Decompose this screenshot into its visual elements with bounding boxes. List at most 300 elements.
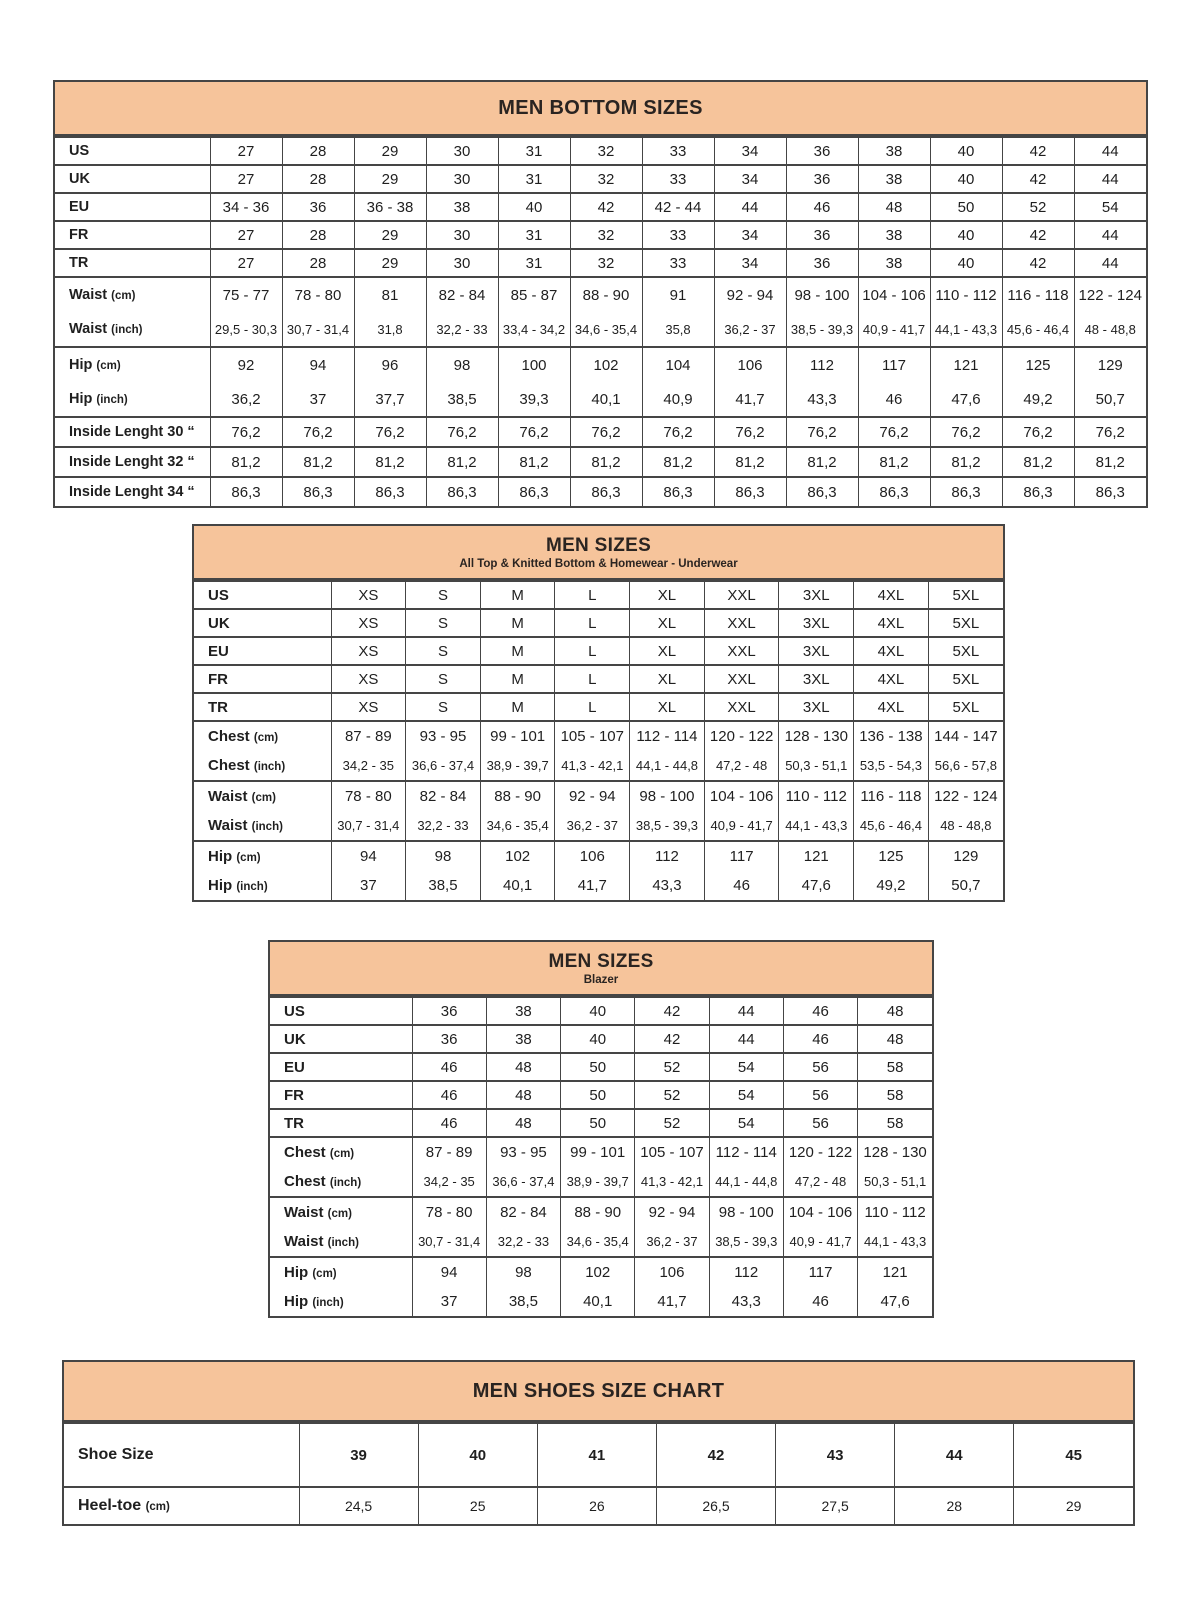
table-cell: 38,5 <box>426 382 498 417</box>
table-cell: XS <box>331 609 406 637</box>
table-cell: 29 <box>354 165 426 193</box>
table-cell: 44,1 - 43,3 <box>858 1227 932 1257</box>
table-cell: 88 - 90 <box>570 277 642 312</box>
table-cell: 81,2 <box>1074 447 1146 477</box>
table-cell: 38 <box>486 997 560 1025</box>
table-cell: 37 <box>412 1287 486 1316</box>
table-cell: 37,7 <box>354 382 426 417</box>
table-cell: 43,3 <box>709 1287 783 1316</box>
row-label: Hip <box>284 1293 309 1310</box>
row-label-cell <box>55 249 210 277</box>
table-cell: 36 <box>412 997 486 1025</box>
table-cell: XXL <box>704 609 779 637</box>
table-header <box>64 1362 1133 1422</box>
table-cell: 38,5 <box>486 1287 560 1316</box>
table-cell: 112 - 114 <box>630 721 705 751</box>
table-cell: 46 <box>783 997 857 1025</box>
table-cell: XL <box>630 693 705 721</box>
table-cell: 33 <box>642 221 714 249</box>
table-cell: 36,6 - 37,4 <box>486 1167 560 1197</box>
table-cell: 39 <box>299 1423 418 1487</box>
row-label-cell <box>194 811 331 841</box>
table-cell: 76,2 <box>786 417 858 447</box>
row-label: UK <box>69 171 90 187</box>
table-cell: M <box>480 693 555 721</box>
table-cell: 82 - 84 <box>426 277 498 312</box>
row-label: FR <box>69 227 89 243</box>
row-label: EU <box>69 199 90 215</box>
table-row <box>64 1487 1133 1524</box>
table-cell: 34 <box>714 165 786 193</box>
table-cell: 58 <box>858 1081 932 1109</box>
row-label: US <box>69 143 90 159</box>
table-cell: 32 <box>570 137 642 165</box>
table-cell: 48 <box>858 997 932 1025</box>
table-cell: 45,6 - 46,4 <box>1002 312 1074 347</box>
table-row <box>270 1137 932 1167</box>
table-cell: 52 <box>635 1081 709 1109</box>
table-cell: 40,1 <box>561 1287 635 1316</box>
table-row <box>270 1109 932 1137</box>
table-cell: 36 <box>282 193 354 221</box>
row-label-unit: (cm) <box>236 852 261 864</box>
table-cell: 76,2 <box>426 417 498 447</box>
row-label: Chest <box>208 728 250 745</box>
table-cell: 122 - 124 <box>928 781 1003 811</box>
table-cell: 27 <box>210 165 282 193</box>
table-cell: 48 - 48,8 <box>1074 312 1146 347</box>
table-cell: S <box>406 581 481 609</box>
row-label: Hip <box>208 848 233 865</box>
table-cell: 86,3 <box>210 477 282 506</box>
row-label-cell <box>55 221 210 249</box>
table-cell: 54 <box>709 1109 783 1137</box>
table-cell: 96 <box>354 347 426 382</box>
table-cell: 33 <box>642 137 714 165</box>
row-label-cell <box>55 447 210 477</box>
row-label: EU <box>284 1058 305 1076</box>
row-label: UK <box>208 614 230 632</box>
table-cell: XXL <box>704 665 779 693</box>
table-cell: 46 <box>786 193 858 221</box>
table-cell: 86,3 <box>1074 477 1146 506</box>
table-cell: S <box>406 637 481 665</box>
table-cell: 120 - 122 <box>783 1137 857 1167</box>
row-label-cell <box>194 581 331 609</box>
table-cell: 5XL <box>928 637 1003 665</box>
table-cell: 76,2 <box>714 417 786 447</box>
table-cell: 81,2 <box>858 447 930 477</box>
table-cell: 52 <box>1002 193 1074 221</box>
table-cell: 38,5 <box>406 871 481 900</box>
table-cell: 82 - 84 <box>486 1197 560 1227</box>
table-cell: 40 <box>561 1025 635 1053</box>
table-header <box>55 82 1146 136</box>
table-cell: 36 <box>786 165 858 193</box>
table-cell: 91 <box>642 277 714 312</box>
table-cell: M <box>480 637 555 665</box>
row-label-unit: (cm) <box>251 792 276 804</box>
table-cell: 88 - 90 <box>480 781 555 811</box>
table-cell: 32,2 - 33 <box>406 811 481 841</box>
table-cell: 50 <box>930 193 1002 221</box>
row-label-cell <box>194 781 331 811</box>
row-label: Waist <box>69 321 108 337</box>
table-cell: 112 <box>630 841 705 871</box>
table-header <box>194 526 1003 580</box>
table-cell: 38 <box>858 249 930 277</box>
size-grid <box>270 996 932 1316</box>
table-cell: 44 <box>709 997 783 1025</box>
row-label-cell <box>270 1137 412 1167</box>
table-cell: 44,1 - 44,8 <box>630 751 705 781</box>
table-cell: 40,9 <box>642 382 714 417</box>
table-row <box>270 1081 932 1109</box>
table-cell: 41,3 - 42,1 <box>555 751 630 781</box>
table-cell: 78 - 80 <box>282 277 354 312</box>
table-cell: XS <box>331 665 406 693</box>
table-cell: 32,2 - 33 <box>426 312 498 347</box>
row-label-cell <box>194 665 331 693</box>
table-cell: 81,2 <box>786 447 858 477</box>
table-cell: S <box>406 609 481 637</box>
table-cell: 5XL <box>928 665 1003 693</box>
row-label-unit: (inch) <box>329 1177 362 1189</box>
table-cell: 36 <box>412 1025 486 1053</box>
table-cell: XL <box>630 581 705 609</box>
table-row <box>194 721 1003 751</box>
table-cell: 81,2 <box>354 447 426 477</box>
table-cell: 94 <box>282 347 354 382</box>
table-cell: 41 <box>537 1423 656 1487</box>
table-cell: 4XL <box>854 581 929 609</box>
table-cell: 4XL <box>854 693 929 721</box>
table-cell: 3XL <box>779 665 854 693</box>
table-subtitle: All Top & Knitted Bottom & Homewear - Underwear <box>459 557 738 570</box>
table-cell: 42 <box>635 1025 709 1053</box>
row-label: FR <box>208 670 228 688</box>
table-cell: 42 - 44 <box>642 193 714 221</box>
row-label-cell <box>55 477 210 506</box>
table-title: MEN SHOES SIZE CHART <box>472 1379 725 1402</box>
table-cell: 42 <box>1002 221 1074 249</box>
table-cell: 32 <box>570 165 642 193</box>
table-cell: 50 <box>561 1109 635 1137</box>
table-cell: 36,6 - 37,4 <box>406 751 481 781</box>
table-cell: XXL <box>704 637 779 665</box>
table-cell: 49,2 <box>1002 382 1074 417</box>
table-cell: 28 <box>282 249 354 277</box>
table-cell: 34,2 - 35 <box>412 1167 486 1197</box>
row-label: Waist <box>284 1233 324 1250</box>
table-cell: 99 - 101 <box>561 1137 635 1167</box>
table-cell: M <box>480 665 555 693</box>
table-cell: 50,3 - 51,1 <box>858 1167 932 1197</box>
row-label: Hip <box>208 877 233 894</box>
row-label-cell <box>55 165 210 193</box>
row-label: FR <box>284 1086 304 1104</box>
table-cell: 129 <box>928 841 1003 871</box>
table-cell: 54 <box>1074 193 1146 221</box>
table-cell: 28 <box>282 221 354 249</box>
table-row <box>194 693 1003 721</box>
table-cell: 81,2 <box>210 447 282 477</box>
table-cell: 76,2 <box>498 417 570 447</box>
table-cell: 76,2 <box>930 417 1002 447</box>
table-cell: XXL <box>704 581 779 609</box>
table-cell: 44,1 - 43,3 <box>779 811 854 841</box>
table-cell: 28 <box>282 137 354 165</box>
table-cell: S <box>406 665 481 693</box>
table-row <box>270 1257 932 1287</box>
table-cell: 29 <box>354 221 426 249</box>
table-cell: 116 - 118 <box>1002 277 1074 312</box>
table-cell: 38,5 - 39,3 <box>630 811 705 841</box>
table-cell: 76,2 <box>354 417 426 447</box>
table-row <box>194 665 1003 693</box>
table-cell: 102 <box>480 841 555 871</box>
table-cell: 40 <box>498 193 570 221</box>
table-cell: 92 - 94 <box>555 781 630 811</box>
table-cell: 98 - 100 <box>709 1197 783 1227</box>
size-grid <box>55 136 1146 506</box>
row-label-cell <box>64 1487 299 1524</box>
table-cell: 122 - 124 <box>1074 277 1146 312</box>
table-cell: 36,2 - 37 <box>714 312 786 347</box>
table-cell: 40,9 - 41,7 <box>858 312 930 347</box>
table-cell: 30,7 - 31,4 <box>282 312 354 347</box>
table-title: MEN SIZES <box>545 534 652 556</box>
table-cell: 36,2 <box>210 382 282 417</box>
table-title: MEN SIZES <box>548 950 654 972</box>
table-cell: 46 <box>704 871 779 900</box>
table-cell: 54 <box>709 1081 783 1109</box>
table-cell: 38 <box>858 165 930 193</box>
table-cell: 34 <box>714 137 786 165</box>
table-cell: 125 <box>854 841 929 871</box>
table-cell: 116 - 118 <box>854 781 929 811</box>
table-cell: XS <box>331 693 406 721</box>
table-cell: 76,2 <box>570 417 642 447</box>
table-cell: 42 <box>1002 249 1074 277</box>
row-label-cell <box>194 751 331 781</box>
table-row <box>270 1053 932 1081</box>
table-cell: 85 - 87 <box>498 277 570 312</box>
table-cell: 46 <box>412 1053 486 1081</box>
row-label-unit: (cm) <box>327 1208 352 1220</box>
table-row <box>64 1423 1133 1487</box>
table-cell: 45,6 - 46,4 <box>854 811 929 841</box>
table-cell: 136 - 138 <box>854 721 929 751</box>
table-cell: 104 - 106 <box>704 781 779 811</box>
row-label: Inside Lenght 32 “ <box>69 454 195 470</box>
table-row <box>270 1025 932 1053</box>
table-cell: 4XL <box>854 637 929 665</box>
table-cell: 34,6 - 35,4 <box>480 811 555 841</box>
table-cell: 86,3 <box>930 477 1002 506</box>
table-cell: 40 <box>561 997 635 1025</box>
table-cell: 42 <box>635 997 709 1025</box>
men-sizes-blazer-table <box>268 940 934 1318</box>
row-label-cell <box>270 1053 412 1081</box>
row-label: Hip <box>69 357 93 373</box>
row-label-cell <box>194 693 331 721</box>
table-cell: L <box>555 581 630 609</box>
row-label-unit: (inch) <box>251 821 283 833</box>
table-cell: 36 <box>786 221 858 249</box>
table-cell: 112 - 114 <box>709 1137 783 1167</box>
row-label-unit: (cm) <box>329 1148 355 1160</box>
table-cell: 37 <box>331 871 406 900</box>
row-label: TR <box>208 698 228 716</box>
row-label: Chest <box>208 757 250 774</box>
table-cell: XL <box>630 609 705 637</box>
table-cell: 76,2 <box>1074 417 1146 447</box>
table-cell: 81 <box>354 277 426 312</box>
row-label-unit: (cm) <box>96 360 121 372</box>
table-cell: 106 <box>555 841 630 871</box>
table-cell: 46 <box>783 1025 857 1053</box>
table-cell: 31 <box>498 249 570 277</box>
table-cell: 50 <box>561 1053 635 1081</box>
table-cell: 41,7 <box>714 382 786 417</box>
row-label: Waist <box>284 1204 324 1221</box>
men-sizes-tops-table <box>192 524 1005 902</box>
table-cell: XXL <box>704 693 779 721</box>
row-label: Heel-toe <box>78 1497 142 1514</box>
table-cell: 76,2 <box>210 417 282 447</box>
table-header <box>270 942 932 996</box>
table-cell: 31,8 <box>354 312 426 347</box>
table-cell: 47,2 - 48 <box>783 1167 857 1197</box>
table-cell: 42 <box>656 1423 775 1487</box>
table-cell: 29 <box>354 249 426 277</box>
table-cell: 81,2 <box>282 447 354 477</box>
table-cell: 50,7 <box>1074 382 1146 417</box>
table-cell: 52 <box>635 1053 709 1081</box>
table-cell: 40,9 - 41,7 <box>783 1227 857 1257</box>
table-cell: 81,2 <box>714 447 786 477</box>
table-row <box>194 751 1003 781</box>
table-row <box>194 609 1003 637</box>
table-cell: 34,2 - 35 <box>331 751 406 781</box>
table-cell: 112 <box>709 1257 783 1287</box>
size-grid <box>194 580 1003 900</box>
row-label: Waist <box>208 817 248 834</box>
table-cell: 110 - 112 <box>930 277 1002 312</box>
table-cell: 40 <box>930 221 1002 249</box>
table-cell: 3XL <box>779 693 854 721</box>
table-cell: 88 - 90 <box>561 1197 635 1227</box>
table-row <box>55 417 1146 447</box>
table-cell: 34 - 36 <box>210 193 282 221</box>
table-cell: 26,5 <box>656 1487 775 1524</box>
table-cell: 36 <box>786 249 858 277</box>
table-cell: 33 <box>642 165 714 193</box>
table-cell: 46 <box>858 382 930 417</box>
table-cell: 32,2 - 33 <box>486 1227 560 1257</box>
table-cell: 81,2 <box>1002 447 1074 477</box>
table-cell: 48 - 48,8 <box>928 811 1003 841</box>
row-label-cell <box>270 1227 412 1257</box>
table-cell: 54 <box>709 1053 783 1081</box>
row-label-cell <box>270 1081 412 1109</box>
table-cell: 87 - 89 <box>331 721 406 751</box>
table-cell: 34,6 - 35,4 <box>561 1227 635 1257</box>
table-cell: 48 <box>486 1081 560 1109</box>
table-cell: 40 <box>930 165 1002 193</box>
table-cell: 117 <box>783 1257 857 1287</box>
table-cell: 92 - 94 <box>714 277 786 312</box>
table-cell: 42 <box>1002 165 1074 193</box>
table-cell: 81,2 <box>642 447 714 477</box>
table-cell: 76,2 <box>642 417 714 447</box>
table-cell: 104 - 106 <box>783 1197 857 1227</box>
table-cell: 58 <box>858 1109 932 1137</box>
table-cell: 87 - 89 <box>412 1137 486 1167</box>
table-cell: 34 <box>714 249 786 277</box>
row-label: Inside Lenght 30 “ <box>69 424 195 440</box>
table-row <box>55 347 1146 382</box>
table-subtitle: Blazer <box>583 973 619 986</box>
row-label-cell <box>194 871 331 900</box>
men-shoes-size-chart-table <box>62 1360 1135 1526</box>
table-cell: 44,1 - 43,3 <box>930 312 1002 347</box>
table-cell: 28 <box>282 165 354 193</box>
table-cell: 42 <box>570 193 642 221</box>
row-label-cell <box>194 721 331 751</box>
row-label-cell <box>270 997 412 1025</box>
table-cell: 100 <box>498 347 570 382</box>
table-cell: 30 <box>426 137 498 165</box>
table-cell: 40,1 <box>570 382 642 417</box>
table-cell: 45 <box>1014 1423 1133 1487</box>
table-cell: 48 <box>858 193 930 221</box>
table-cell: 128 - 130 <box>858 1137 932 1167</box>
table-row <box>270 1197 932 1227</box>
row-label-unit: (cm) <box>253 732 279 744</box>
table-cell: 29 <box>354 137 426 165</box>
table-cell: 78 - 80 <box>331 781 406 811</box>
table-cell: 44 <box>1074 249 1146 277</box>
table-cell: 3XL <box>779 581 854 609</box>
table-title: MEN BOTTOM SIZES <box>498 96 703 119</box>
table-cell: 41,7 <box>555 871 630 900</box>
row-label-unit: (cm) <box>145 1501 170 1513</box>
table-cell: 112 <box>786 347 858 382</box>
table-cell: 81,2 <box>930 447 1002 477</box>
table-cell: 125 <box>1002 347 1074 382</box>
table-cell: 94 <box>331 841 406 871</box>
table-cell: L <box>555 609 630 637</box>
row-label-cell <box>270 1257 412 1287</box>
table-cell: 86,3 <box>642 477 714 506</box>
table-cell: 30 <box>426 249 498 277</box>
table-cell: 36 - 38 <box>354 193 426 221</box>
table-cell: 86,3 <box>570 477 642 506</box>
table-cell: 5XL <box>928 693 1003 721</box>
table-cell: 44 <box>895 1423 1014 1487</box>
table-cell: 129 <box>1074 347 1146 382</box>
table-cell: 40 <box>418 1423 537 1487</box>
table-cell: 86,3 <box>426 477 498 506</box>
table-cell: 46 <box>412 1081 486 1109</box>
table-cell: 43,3 <box>786 382 858 417</box>
table-cell: 44 <box>714 193 786 221</box>
row-label-cell <box>194 637 331 665</box>
table-cell: 44,1 - 44,8 <box>709 1167 783 1197</box>
table-cell: 86,3 <box>786 477 858 506</box>
